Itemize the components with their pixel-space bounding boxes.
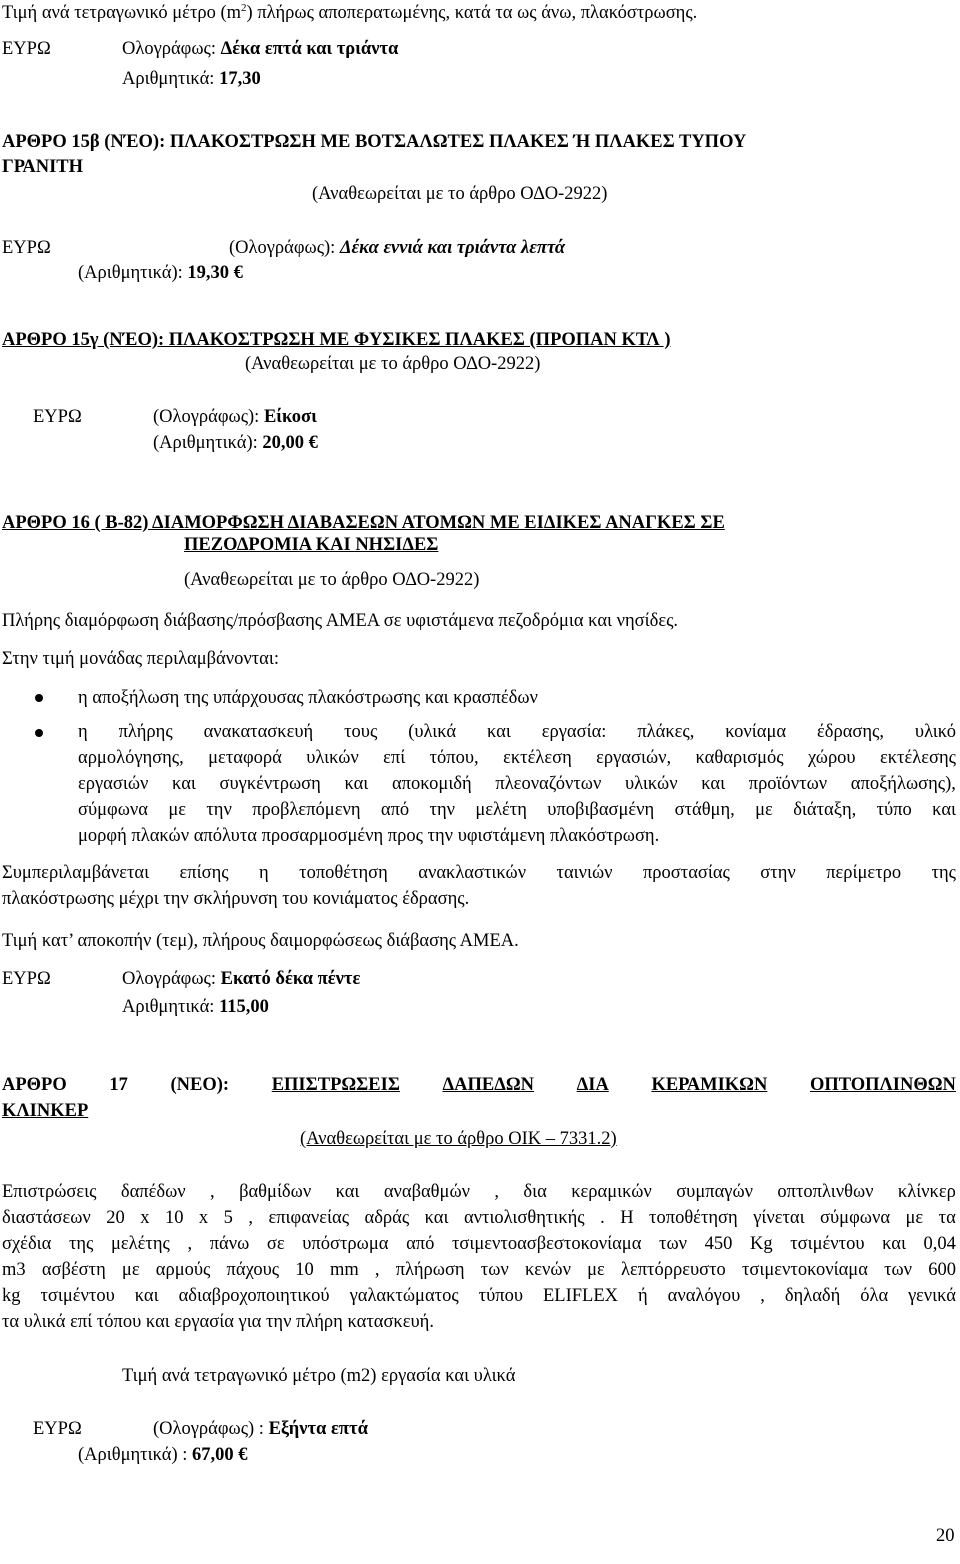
text-line: αρμολόγησης, μεταφορά υλικών επί τόπου, εκτέλεση εργασιών, καθαρισμός χώρου εκτέλεσης <box>78 748 956 768</box>
text-line: μορφή πλακών απόλυτα προσαρμοσμένη προς την υφιστάμενη πλακόστρωση. <box>78 826 660 846</box>
title-word: ΑΡΘΡΟ <box>2 1075 67 1095</box>
words-line: (Ολογράφως) : Εξήντα επτά <box>153 1419 368 1439</box>
currency-label: ΕΥΡΩ <box>2 969 51 989</box>
number-line: (Αριθμητικά): 20,00 € <box>153 433 318 453</box>
bullet-icon <box>35 694 43 702</box>
article-17-revised: (Αναθεωρείται με το άρθρο ΟΙΚ – 7331.2) <box>300 1129 617 1149</box>
number-line: Αριθμητικά: 115,00 <box>122 997 269 1017</box>
currency-label: ΕΥΡΩ <box>33 1419 82 1439</box>
article-15b-title-cont: ΓΡΑΝΙΤΗ <box>2 157 84 177</box>
intro-price-line: Τιμή ανά τετραγωνικό μέτρο $(m^2)$ πλήρως αποπερατωμένης, κατά τα ως άνω, πλακόστρωσης. <box>2 1 698 23</box>
unit-price-line: Τιμή ανά τετραγωνικό μέτρο (m2) εργασία και υλικά <box>122 1366 516 1386</box>
words-value: Εκατό δέκα πέντε <box>220 969 361 989</box>
text-line: εργασιών και συγκέντρωση και αποκομιδή πλεοναζόντων υλικών και προϊόντων αποξήλωσης), <box>78 774 956 794</box>
currency-label: ΕΥΡΩ <box>33 407 82 427</box>
currency-label: ΕΥΡΩ <box>2 39 51 59</box>
title-word: ΟΠΤΟΠΛΙΝΘΩΝ <box>809 1075 956 1095</box>
text-line: σύμφωνα με την προβλεπόμενη από την μελέτη υποβιβασμένη στάθμη, με διάταξη, τύπο και <box>78 800 956 820</box>
words-value: Δέκα επτά και τριάντα <box>220 39 399 59</box>
bullet-item-2 <box>78 721 956 851</box>
article-15c-revised: (Αναθεωρείται με το άρθρο ΟΔΟ-2922) <box>245 354 541 374</box>
bullet-item-1: η αποξήλωση της υπάρχουσας πλακόστρωσης και κρασπέδων <box>78 688 538 708</box>
article-16-title-cont: ΠΕΖΟΔΡΟΜΙΑ ΚΑΙ ΝΗΣΙΔΕΣ <box>184 535 439 555</box>
title-word: ΔΙΑ <box>576 1075 609 1095</box>
text-line: σχέδια της μελέτης , πάνω σε υπόστρωμα από τσιμεντοασβεστοκονίαμα των 450 Kg τσιμέντου και 0,04 <box>2 1234 956 1254</box>
title-word: (ΝΕΟ): <box>170 1075 230 1095</box>
title-word: ΚΕΡΑΜΙΚΩΝ <box>651 1075 768 1095</box>
page-number: 20 <box>936 1526 955 1546</box>
title-word: ΔΑΠΕΔΩΝ <box>442 1075 535 1095</box>
words-value: Εξήντα επτά <box>268 1419 368 1439</box>
article-15c-title: ΑΡΘΡΟ 15γ (ΝΈΟ): ΠΛΑΚΟΣΤΡΩΣΗ ΜΕ ΦΥΣΙΚΕΣ ΠΛΑΚΕΣ (ΠΡΟΠΑΝ ΚΤΛ ) <box>2 330 671 350</box>
words-line: (Ολογράφως): Δέκα εννιά και τριάντα λεπτά <box>229 238 566 258</box>
number-line: (Αριθμητικά): 19,30 € <box>78 263 243 283</box>
text-line: Επιστρώσεις δαπέδων , βαθμίδων και αναβαθμών , δια κεραμικών συμπαγών οπτοπλινθων κλίνκερ <box>2 1182 956 1202</box>
article-16-description: Πλήρης διαμόρφωση διάβασης/πρόσβασης ΑΜΕΑ σε υφιστάμενα πεζοδρόμια και νησίδες. <box>2 611 679 631</box>
additional-inclusion <box>2 862 956 914</box>
text-line: kg τσιμέντου και αδιαβροχοποιητικού γαλακτώματος τύπου ELIFLEX ή αναλόγου , δηλαδή όλα γενικά <box>2 1286 956 1306</box>
number-value: 19,30 € <box>187 263 243 283</box>
text-line: η πλήρης ανακατασκευή τους (υλικά και εργασία: πλάκες, κονίαμα έδρασης, υλικό <box>78 722 956 742</box>
words-value: Είκοσι <box>263 407 317 427</box>
number-value: 17,30 <box>219 69 261 89</box>
title-word: ΕΠΙΣΤΡΩΣΕΙΣ <box>271 1075 400 1095</box>
words-line: (Ολογράφως): Είκοσι <box>153 407 317 427</box>
unit-price-line: Τιμή κατ’ αποκοπήν (τεμ), πλήρους δαιμορφώσεως διάβασης ΑΜΕΑ. <box>2 931 519 951</box>
text-line: πλακόστρωσης μέχρι την σκλήρυνση του κονιάματος έδρασης. <box>2 889 470 909</box>
currency-label: ΕΥΡΩ <box>2 238 51 258</box>
number-value: 115,00 <box>219 997 269 1017</box>
number-line: (Αριθμητικά) : 67,00 € <box>78 1445 248 1465</box>
article-15b-title: ΑΡΘΡΟ 15β (ΝΈΟ): ΠΛΑΚΟΣΤΡΩΣΗ ΜΕ ΒΟΤΣΑΛΩΤΕΣ ΠΛΑΚΕΣ Ή ΠΛΑΚΕΣ ΤΥΠΟΥ <box>2 132 747 152</box>
article-17-title-line <box>2 1074 956 1100</box>
article-17-body <box>2 1181 956 1337</box>
text-line: m3 ασβέστη με αρμούς πάχους 10 mm , πλήρωση των κενών με λεπτόρρευστο τσιμεντοκονίαμα των 600 <box>2 1260 956 1280</box>
text-line: τα υλικά επί τόπου και εργασία για την πλήρη κατασκευή. <box>2 1312 434 1332</box>
number-value: 20,00 € <box>262 433 318 453</box>
words-value: Δέκα εννιά και τριάντα λεπτά <box>339 238 566 258</box>
article-17-title <box>2 1074 956 1100</box>
title-word: 17 <box>109 1075 128 1095</box>
number-line: Αριθμητικά: 17,30 <box>122 69 261 89</box>
words-line: Ολογράφως: Εκατό δέκα πέντε <box>122 969 361 989</box>
words-line: Ολογράφως: Δέκα επτά και τριάντα <box>122 39 399 59</box>
article-16-revised: (Αναθεωρείται με το άρθρο ΟΔΟ-2922) <box>184 570 480 590</box>
article-15b-revised: (Αναθεωρείται με το άρθρο ΟΔΟ-2922) <box>312 184 608 204</box>
text-line: Συμπεριλαμβάνεται επίσης η τοποθέτηση ανακλαστικών ταινιών προστασίας στην περίμετρο της <box>2 863 956 883</box>
number-value: 67,00 € <box>192 1445 248 1465</box>
text-line: διαστάσεων 20 x 10 x 5 , επιφανείας αδράς και αντιολισθητικής . Η τοποθέτηση γίνεται σύμφωνα με τα <box>2 1208 956 1228</box>
bullet-icon <box>35 729 43 737</box>
article-16-title: ΑΡΘΡΟ 16 ( Β-82) ΔΙΑΜΟΡΦΩΣΗ ΔΙΑΒΑΣΕΩΝ ΑΤΟΜΩΝ ΜΕ ΕΙΔΙΚΕΣ ΑΝΑΓΚΕΣ ΣΕ <box>2 513 725 533</box>
includes-heading: Στην τιμή μονάδας περιλαμβάνονται: <box>2 649 279 669</box>
article-17-title-cont: ΚΛΙΝΚΕΡ <box>2 1101 89 1121</box>
